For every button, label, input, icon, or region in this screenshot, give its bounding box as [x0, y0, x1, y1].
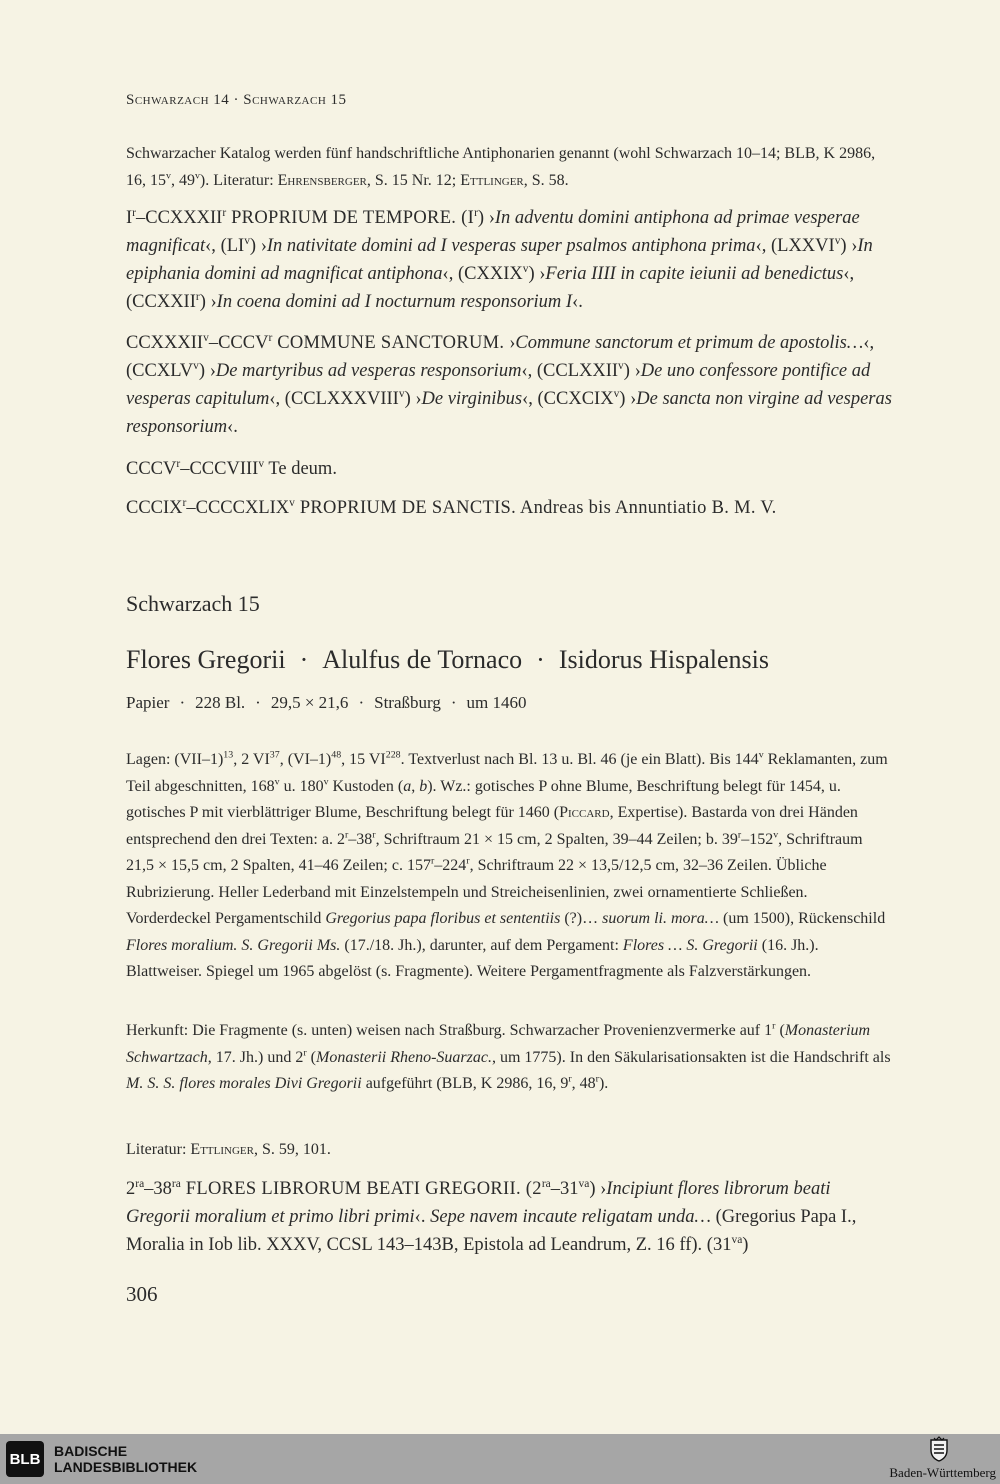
commune-section: CCXXXII$^v$–CCCV$^r$ COMMUNE SANCTORUM. ›Commune sanctorum et primum de apostolis…‹, (CCXLV$^v$) ›De martyribus ad vesperas responsorium‹, (CCLXXII$^v$) ›De uno confessore pontifice ad vesperas capitulum‹, (CCLXXXVIII$^v$) ›De virginibus‹, (CCXCIX$^v$) ›De sancta non virgine ad vesperas responsorium‹.: [126, 331, 892, 437]
entry-title: Schwarzach 15: [126, 591, 260, 616]
running-head: Schwarzach 14 · Schwarzach 15: [126, 92, 347, 108]
sanctis-section: CCCIX$^r$–CCCCXLIX$^v$ PROPRIUM DE SANCTIS. Andreas bis Annuntiatio B. M. V.: [126, 496, 777, 518]
entry-works: Flores Gregorii · Alulfus de Tornaco · Isidorus Hispalensis: [126, 645, 769, 674]
state-crest-icon: [928, 1436, 950, 1462]
blb-logo-icon[interactable]: BLB: [6, 1441, 44, 1477]
state-name: Baden-Württemberg: [889, 1465, 996, 1480]
lagen-paragraph: Lagen: $(VII-1)^{13}$, 2 VI$^{37}$, $(VI-1)^{48}$, 15 VI$^{228}$. Textverlust nach Bl. 13 u. Bl. 46 (je ein Blatt). Bis 144$^v$ Reklamanten, zum Teil abgeschnitten, 168$^v$ u. 180$^v$ Kustoden (a, b). Wz.: gotisches P ohne Blume, Beschriftung belegt für 1454, u. gotisches P mit vierblättriger Blume, Beschriftung belegt für 1460 (Piccard, Expertise). Bastarda von drei Händen entsprechend den drei Texten: a. 2$^r$–38$^r$, Schriftraum 21 × 15 cm, 2 Spalten, 39–44 Zeilen; b. 39$^r$–152$^v$, Schriftraum 21,5 × 15,5 cm, 2 Spalten, 41–46 Zeilen; c. 157$^r$–224$^r$, Schriftraum 22 × 13,5/12,5 cm, 32–36 Zeilen. Übliche Rubrizierung. Heller Lederband mit Einzelstempeln und Streicheisenlinien, zwei ornamentierte Schließen. Vorderdeckel Pergamentschild Gregorius papa floribus et sententiis (?)… suorum li. mora… (um 1500), Rückenschild Flores moralium. S. Gregorii Ms. (17./18. Jh.), darunter, auf dem Pergament: Flores … S. Gregorii (16. Jh.). Blattweiser. Spiegel um 1965 abgelöst (s. Fragmente). Weitere Pergamentfragmente als Falzverstärkungen.: [126, 749, 888, 980]
tedeum-section: CCCV$^r$–CCCVIII$^v$ Te deum.: [126, 457, 337, 479]
intro-paragraph: Schwarzacher Katalog werden fünf handschriftliche Antiphonarien genannt (wohl Schwarzach 10–14; BLB, K 2986, 16, 15$^v$, 49$^v$). Literatur: Ehrensberger, S. 15 Nr. 12; Ettlinger, S. 58.: [126, 145, 876, 189]
literatur-paragraph: Literatur: Ettlinger, S. 59, 101.: [126, 1141, 331, 1158]
footer-bar: [0, 1434, 1000, 1484]
page-number: 306: [126, 1282, 158, 1306]
herkunft-paragraph: Herkunft: Die Fragmente (s. unten) weisen nach Straßburg. Schwarzacher Provenienzvermerke auf 1$^r$ (Monasterium Schwartzach, 17. Jh.) und 2$^r$ (Monasterii Rheno-Suarzac., um 1775). In den Säkularisationsakten ist die Handschrift als M. S. S. flores morales Divi Gregorii aufgeführt (BLB, K 2986, 16, 9$^r$, 48$^r$).: [126, 1020, 891, 1092]
library-name[interactable]: BADISCHE LANDESBIBLIOTHEK: [54, 1443, 198, 1475]
flores-section: $2^{ra}-38^{ra}$ FLORES LIBRORUM BEATI GREGORII. $(2^{ra}-31^{va})$ ›Incipiunt flores librorum beati Gregorii moralium et primo libri primi‹. Sepe navem incaute religatam unda… (Gregorius Papa I., Moralia in Iob lib. XXXV, CCSL 143–143B, Epistola ad Leandrum, Z. 16 ff). $(31^{va})$: [126, 1177, 857, 1255]
tempore-section: $I^r-CCXXXII^r$ PROPRIUM DE TEMPORE. $(I^r)$ ›In adventu domini antiphona ad primae vesperae magnificat‹, $(LI^v)$ ›In nativitate domini ad I vesperas super psalmos antiphona prima‹, (LXXVI$^v$) ›In epiphania domini ad magnificat antiphona‹, (CXXIX$^v$) ›Feria IIII in capite ieiunii ad benedictus‹, (CCXXII$^r$) ›In coena domini ad I nocturnum responsorium I‹.: [126, 206, 873, 312]
entry-meta: Papier · 228 Bl. · 29,5 × 21,6 · Straßburg · um 1460: [126, 693, 527, 712]
